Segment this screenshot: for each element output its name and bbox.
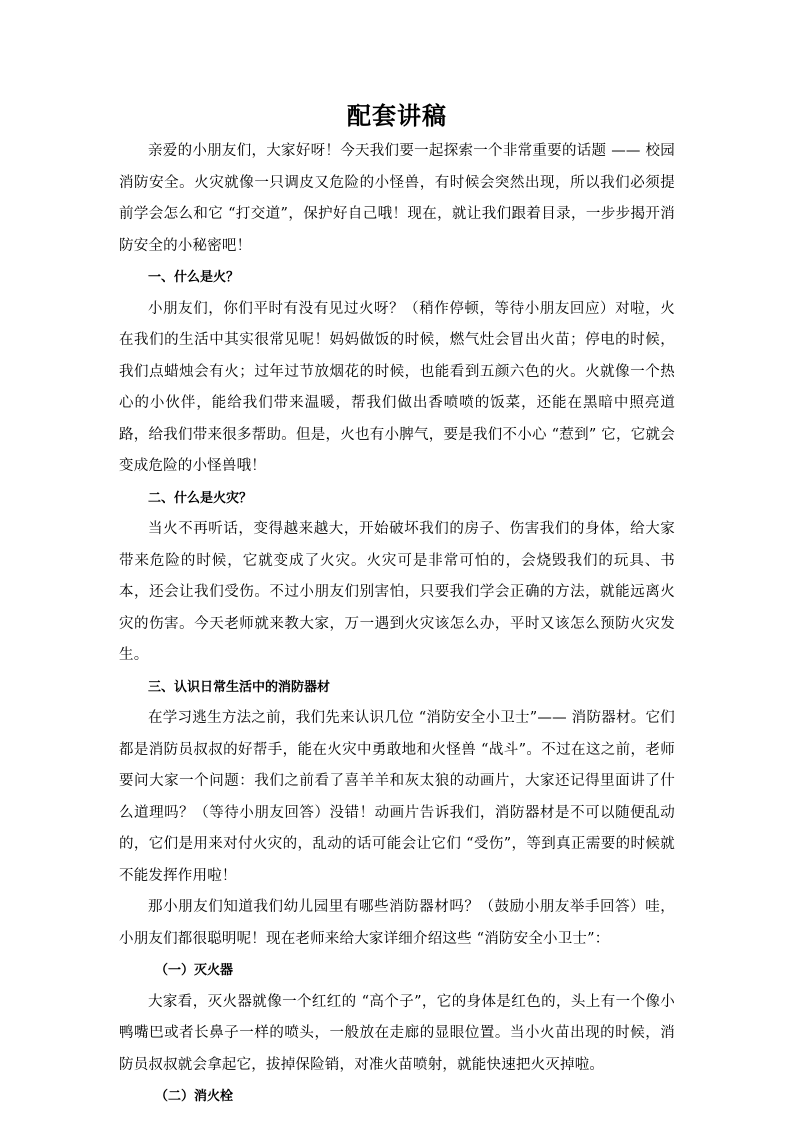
subsection-heading: （一）灭火器	[155, 963, 234, 978]
section-heading: 二、什么是火灾？	[148, 490, 253, 506]
subsection-heading: （二）消火栓	[155, 1089, 234, 1104]
section-heading: 三、认识日常生活中的消防器材	[148, 679, 331, 695]
paragraph: 那小朋友们知道我们幼儿园里有哪些消防器材吗？（鼓励小朋友举手回答）哇，小朋友们都很聪明呢！现在老师来给大家详细介绍这些 “消防安全小卫士”：	[119, 899, 675, 947]
paragraph: 在学习逃生方法之前，我们先来认识几位 “消防安全小卫士”—— 消防器材。它们都是消防员叔叔的好帮手，能在火灾中勇敢地和火怪兽 “战斗”。不过在这之前，老师要问大家一个问题：我们之前看了喜羊羊和灰太狼的动画片，大家还记得里面讲了什么道理吗？（等待小朋友回答）没错！动画片告诉我们，消防器材是不可以随便乱动的，它们是用来对付火灾的，乱动的话可能会让它们 “受伤”，等到真正需要的时候就不能发挥作用啦！	[119, 710, 675, 884]
paragraph: 当火不再听话，变得越来越大，开始破坏我们的房子、伤害我们的身体，给大家带来危险的时候，它就变成了火灾。火灾可是非常可怕的，会烧毁我们的玩具、书本，还会让我们受伤。不过小朋友们别害怕，只要我们学会正确的方法，就能远离火灾的伤害。今天老师就来教大家，万一遇到火灾该怎么办，平时又该怎么预防火灾发生。	[119, 521, 675, 663]
paragraph: 小朋友们，你们平时有没有见过火呀？（稍作停顿，等待小朋友回应）对啦，火在我们的生活中其实很常见呢！妈妈做饭的时候，燃气灶会冒出火苗；停电的时候，我们点蜡烛会有火；过年过节放烟花的时候，也能看到五颜六色的火。火就像一个热心的小伙伴，能给我们带来温暖，帮我们做出香喷喷的饭菜，还能在黑暗中照亮道路，给我们带来很多帮助。但是，火也有小脾气，要是我们不小心 “惹到” 它，它就会变成危险的小怪兽哦！	[119, 300, 675, 474]
document-title: 配套讲稿	[347, 102, 447, 130]
paragraph: 亲爱的小朋友们，大家好呀！今天我们要一起探索一个非常重要的话题 —— 校园消防安全。火灾就像一只调皮又危险的小怪兽，有时候会突然出现，所以我们必须提前学会怎么和它 “打交道”，保护好自己哦！现在，就让我们跟着目录，一步步揭开消防安全的小秘密吧！	[119, 143, 675, 254]
document-body	[119, 136, 675, 1113]
section-heading: 一、什么是火？	[148, 270, 240, 285]
paragraph: 大家看，灭火器就像一个红红的 “高个子”，它的身体是红色的，头上有一个像小鸭嘴巴或者长鼻子一样的喷头，一般放在走廊的显眼位置。当小火苗出现的时候，消防员叔叔就会拿起它，拔掉保险销，对准火苗喷射，就能快速把火灭掉啦。	[119, 993, 675, 1073]
document-page	[119, 96, 675, 1113]
